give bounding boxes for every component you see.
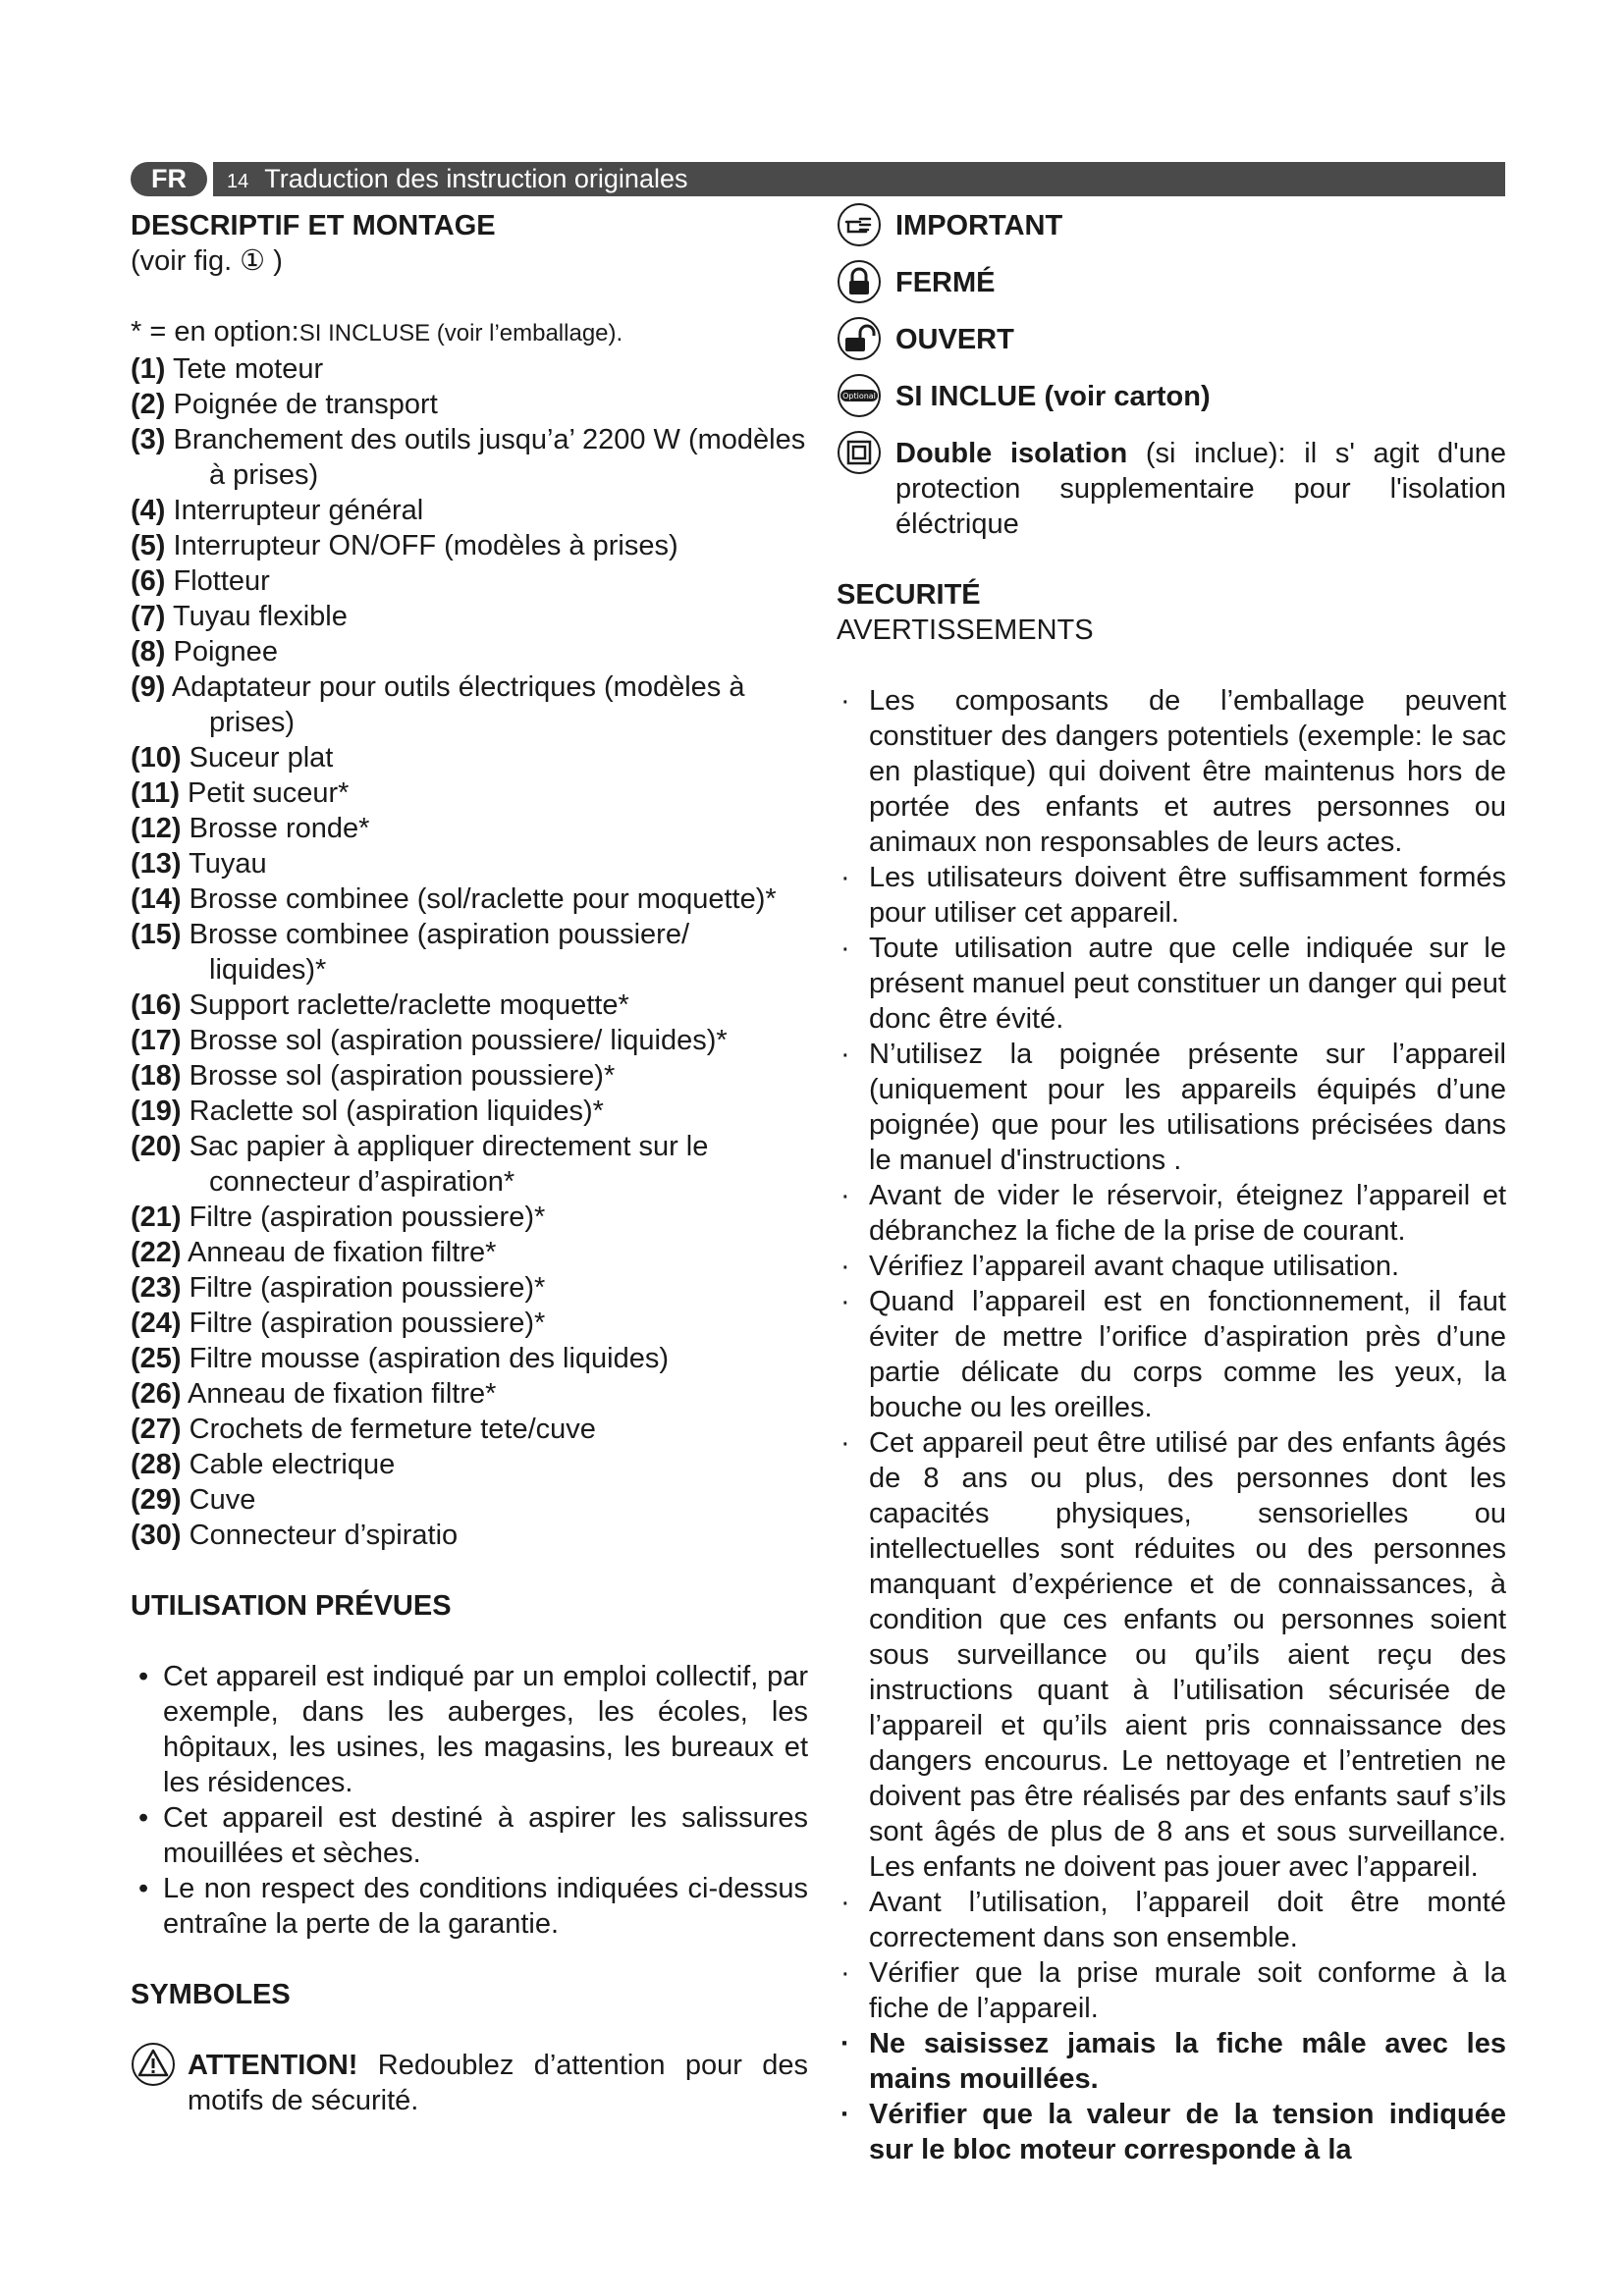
part-item [131,1270,808,1306]
bullet-dot: • [138,1873,149,1904]
part-item [131,528,808,563]
utilisation-bullet [131,1659,808,1800]
warning-text: Les composants de l’emballage peuvent constituer des dangers potentiels (exemple: le sac en plastique) qui doivent être maintenus hors de portée des enfants et autres personnes ou animaux non responsables de leurs actes. [869,685,1506,858]
si-incluse-label: SI INCLUE (voir carton) [895,381,1211,412]
part-number: (30) [131,1520,182,1551]
attention-desc: Redoublez d’attention pour des motifs de sécurité. [188,2050,808,2116]
bullet-dot: • [138,1661,149,1692]
part-item [131,599,808,634]
warning-bullet [837,860,1506,931]
warning-bullet [837,1284,1506,1425]
warning-text: Ne saisissez jamais la fiche mâle avec les mains mouillées. [869,2028,1506,2095]
part-number: (3) [131,424,166,455]
symboles-title: SYMBOLES [131,1979,291,2010]
part-label: Brosse combinee (sol/raclette pour moquette)* [189,883,777,915]
symbol-si-incluse [837,379,1506,418]
utilisation-title: UTILISATION PRÉVUES [131,1590,452,1622]
ouvert-label: OUVERT [895,324,1014,355]
part-label: Suceur plat [189,742,334,774]
part-label: Poignée de transport [173,389,438,420]
lock-closed-icon [837,259,882,304]
bullet-dot: · [840,685,850,717]
warning-bullet [837,1037,1506,1178]
part-label: Tete moteur [173,353,324,385]
part-number: (24) [131,1308,182,1339]
part-label: Brosse sol (aspiration poussiere/ liquides)* [189,1025,728,1056]
parts-list [131,351,808,1553]
warning-bullet [837,2097,1506,2167]
lock-open-icon [837,316,882,361]
bullet-dot: · [840,862,850,893]
symbol-ferme [837,265,1506,304]
part-item [131,669,808,740]
part-label: Flotteur [173,565,270,597]
part-label: Brosse sol (aspiration poussiere)* [189,1060,616,1092]
right-column [837,208,1506,2167]
part-number: (23) [131,1272,182,1304]
part-label: Petit suceur* [188,777,350,809]
utilisation-bullet [131,1871,808,1942]
part-label: Poignee [173,636,278,667]
warning-bullet [837,1178,1506,1249]
part-item [131,1518,808,1553]
part-label: Filtre (aspiration poussiere)* [189,1308,546,1339]
part-item [131,775,808,811]
bullet-dot: · [840,1286,850,1317]
warning-bullet [837,1425,1506,1885]
part-number: (5) [131,530,166,561]
part-number: (9) [131,671,166,703]
part-label: Cable electrique [189,1449,396,1480]
optional-icon-text: Optional [842,392,876,400]
bullet-dot: · [840,1180,850,1211]
bullet-dot: · [840,1251,850,1282]
warning-text: Toute utilisation autre que celle indiquée sur le présent manuel peut constituer un danger qui peut donc être évité. [869,933,1506,1035]
part-label: Crochets de fermeture tete/cuve [189,1414,596,1445]
option-prefix: * = en option: [131,316,299,347]
warning-triangle-icon [131,2042,176,2087]
part-number: (19) [131,1095,182,1127]
part-item [131,1235,808,1270]
warning-text: Vérifier que la valeur de la tension indiquée sur le bloc moteur corresponde à la [869,2099,1506,2165]
part-number: (22) [131,1237,182,1268]
part-label: Anneau de fixation filtre* [188,1378,497,1410]
double-isolation-desc: (si inclue): il s' agit d'une protection supplementaire pour l'isolation éléctrique [895,438,1506,540]
warning-bullet [837,1885,1506,1955]
page-header [131,162,1505,196]
part-number: (15) [131,919,182,950]
symbol-double-isolation [837,436,1506,542]
part-label: Interrupteur ON/OFF (modèles à prises) [173,530,678,561]
part-number: (18) [131,1060,182,1092]
warning-text: Avant de vider le réservoir, éteignez l’appareil et débranchez la fiche de la prise de courant. [869,1180,1506,1247]
part-item [131,740,808,775]
bullet-dot: · [840,2099,850,2130]
warning-bullet [837,1249,1506,1284]
part-number: (2) [131,389,166,420]
part-number: (11) [131,777,180,809]
part-number: (6) [131,565,166,597]
part-label: Filtre (aspiration poussiere)* [189,1272,546,1304]
part-item [131,351,808,387]
bullet-text: Cet appareil est destiné à aspirer les salissures mouillées et sèches. [163,1802,808,1869]
part-item [131,1200,808,1235]
part-number: (27) [131,1414,182,1445]
securite-subtitle: AVERTISSEMENTS [837,614,1094,646]
part-item [131,563,808,599]
part-number: (17) [131,1025,182,1056]
bullet-dot: · [840,1039,850,1070]
securite-title: SECURITÉ [837,579,981,611]
part-item [131,988,808,1023]
warning-bullet [837,1955,1506,2026]
warning-text: N’utilisez la poignée présente sur l’appareil (uniquement pour les appareils équipés d’une poignée) que pour les utilisations précisées dans le manuel d'instructions . [869,1039,1506,1176]
attention-symbol-row [131,2048,808,2118]
warning-text: Avant l’utilisation, l’appareil doit être monté correctement dans son ensemble. [869,1887,1506,1953]
warning-text: Vérifiez l’appareil avant chaque utilisation. [869,1251,1400,1282]
bullet-dot: · [840,1957,850,1989]
pointing-hand-icon [837,202,882,247]
part-item [131,634,808,669]
part-number: (26) [131,1378,182,1410]
part-number: (1) [131,353,166,385]
part-item [131,1306,808,1341]
part-number: (28) [131,1449,182,1480]
warning-text: Vérifier que la prise murale soit conforme à la fiche de l’appareil. [869,1957,1506,2024]
bullet-text: Le non respect des conditions indiquées ci-dessus entraîne la perte de la garantie. [163,1873,808,1940]
part-label: Raclette sol (aspiration liquides)* [189,1095,604,1127]
part-label: Cuve [189,1484,256,1516]
part-number: (7) [131,601,166,632]
part-item [131,1094,808,1129]
option-note [131,314,808,351]
part-number: (14) [131,883,182,915]
important-label: IMPORTANT [895,210,1063,241]
symbol-ouvert [837,322,1506,361]
part-item [131,1412,808,1447]
header-bar [213,162,1505,196]
part-number: (29) [131,1484,182,1516]
part-number: (4) [131,495,166,526]
part-item [131,422,808,493]
part-number: (20) [131,1131,182,1162]
part-item [131,387,808,422]
option-suffix: SI INCLUSE (voir l’emballage). [298,320,623,347]
attention-text [188,2048,808,2118]
part-item [131,1447,808,1482]
bullet-dot: · [840,2028,850,2059]
part-item [131,493,808,528]
double-insulation-icon [837,430,882,475]
part-item [131,846,808,881]
double-isolation-label: Double isolation [895,438,1128,469]
part-item [131,1376,808,1412]
double-isolation-text [895,436,1506,542]
warning-text: Quand l’appareil est en fonctionnement, il faut éviter de mettre l’orifice d’aspiration près d’une partie délicate du corps comme les yeux, la bouche ou les oreilles. [869,1286,1506,1423]
part-label: Sac papier à appliquer directement sur le connecteur d’aspiration* [189,1131,709,1198]
utilisation-bullet [131,1800,808,1871]
part-label: Branchement des outils jusqu’a’ 2200 W (modèles à prises) [173,424,806,491]
fig-reference: (voir fig. ① ) [131,245,283,277]
language-badge: FR [131,162,207,196]
part-label: Filtre mousse (aspiration des liquides) [189,1343,670,1374]
attention-label: ATTENTION! [188,2050,358,2081]
part-item [131,881,808,917]
bullet-text: Cet appareil est indiqué par un emploi collectif, par exemple, dans les auberges, les écoles, les hôpitaux, les usines, les magasins, les bureaux et les résidences. [163,1661,808,1798]
warning-bullet [837,683,1506,860]
bullet-dot: · [840,1427,850,1459]
part-item [131,1129,808,1200]
part-label: Connecteur d’spiratio [189,1520,459,1551]
part-label: Support raclette/raclette moquette* [189,989,629,1021]
part-item [131,811,808,846]
part-number: (12) [131,813,182,844]
utilisation-list [131,1659,808,1942]
part-label: Interrupteur général [173,495,424,526]
part-number: (21) [131,1201,182,1233]
bullet-dot: · [840,1887,850,1918]
bullet-dot: · [840,933,850,964]
part-label: Brosse combinee (aspiration poussiere/ liquides)* [189,919,690,986]
left-column [131,208,808,2118]
part-label: Tuyau [189,848,267,880]
ferme-label: FERMÉ [895,267,996,298]
part-label: Adaptateur pour outils électriques (modèles à prises) [171,671,745,738]
warning-text: Les utilisateurs doivent être suffisamment formés pour utiliser cet appareil. [869,862,1506,929]
part-item [131,917,808,988]
warning-bullet [837,2026,1506,2097]
part-item [131,1058,808,1094]
bullet-dot: • [138,1802,149,1834]
part-label: Anneau de fixation filtre* [188,1237,497,1268]
symbol-important [837,208,1506,247]
optional-icon [837,373,882,418]
descriptif-title: DESCRIPTIF ET MONTAGE [131,210,496,241]
part-label: Tuyau flexible [173,601,348,632]
page-number: 14 [227,171,249,192]
warning-bullet [837,931,1506,1037]
warning-text: Cet appareil peut être utilisé par des enfants âgés de 8 ans ou plus, des personnes dont les capacités physiques, sensorielles ou intellectuelles sont réduites ou des personnes manquant d’expérience et de connaissances, à condition que ces enfants ou personnes soient sous surveillance ou qu’ils aient reçu des instructions quant à l’utilisation sécurisée de l’appareil et qu’ils aient pris connaissance des dangers encourus. Le nettoyage et l’entretien ne doivent pas être réalisés par des enfants sauf s’ils sont âgés de plus de 8 ans et sous surveillance. Les enfants ne doivent pas jouer avec l’appareil. [869,1427,1506,1883]
part-number: (10) [131,742,182,774]
header-title: Traduction des instruction originales [264,164,688,193]
part-number: (13) [131,848,182,880]
part-number: (8) [131,636,166,667]
part-label: Filtre (aspiration poussiere)* [189,1201,546,1233]
part-number: (25) [131,1343,182,1374]
part-number: (16) [131,989,182,1021]
part-item [131,1482,808,1518]
warnings-list [837,683,1506,2167]
part-label: Brosse ronde* [189,813,370,844]
part-item [131,1341,808,1376]
part-item [131,1023,808,1058]
